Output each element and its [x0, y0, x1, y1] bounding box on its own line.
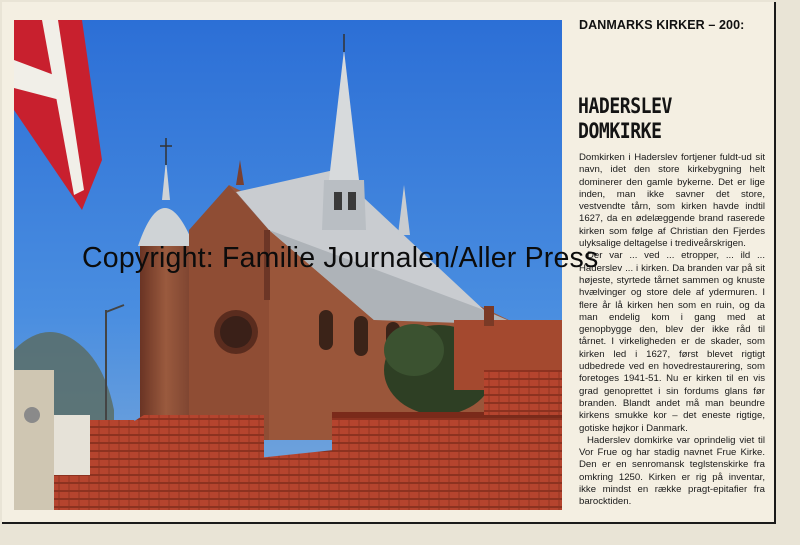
title-line-2: DOMKIRKE — [578, 119, 662, 143]
copyright-watermark: Copyright: Familie Journalen/Aller Press — [82, 242, 599, 274]
article-title — [578, 94, 672, 144]
paragraph: Domkirken i Haderslev fortjener fuldt-ud sit navn, idet den store kirkebygning helt dominerer den gamle bykerne. Det er lige inden, man ikke savner det store, vestvendte tårn, som kirken havde indtil 1627, da en ødelæggende brand raserede kirken som følge af Christian den Fjerdes ulyksalige deltagelse i trediveårskrigen. — [579, 152, 765, 250]
title-line-1: HADERSLEV — [578, 94, 672, 118]
series-heading: DANMARKS KIRKER – 200: — [579, 18, 745, 32]
paragraph: Haderslev domkirke var oprindelig viet til Vor Frue og har stadig navnet Frue Kirke. Den er en senromansk teglstenskirke fra omkring 1250. Kirken er rig på inventar, ikke mindst en række pragt-epitafier fra barocktiden. — [579, 434, 765, 508]
postcard — [2, 2, 776, 524]
paragraph: Der var ... ved ... etropper, ... ild ... Haderslev ... i kirken. Da branden var på sit højeste, styrtede tårnet sammen og knuste hvælvinger og store dele af ydermuren. I flere år lå kirken hen som en ruin, og da man endelig kom i gang med at genopbygge den, blev der ikke råd til tårnet. I virkeligheden er de skader, som kirken led i 1627, først blevet rigtigt udbedrede ved en hovedrestaurering, som foretoges 1941-51. Nu er kirken til en vis grad genoprettet i sin fordums glans før branden. Blandt andet må man beundre kirkens smukke kor – det eneste rigtige, gotiske højkor i Danmark. — [579, 250, 765, 434]
article-body — [579, 152, 765, 509]
